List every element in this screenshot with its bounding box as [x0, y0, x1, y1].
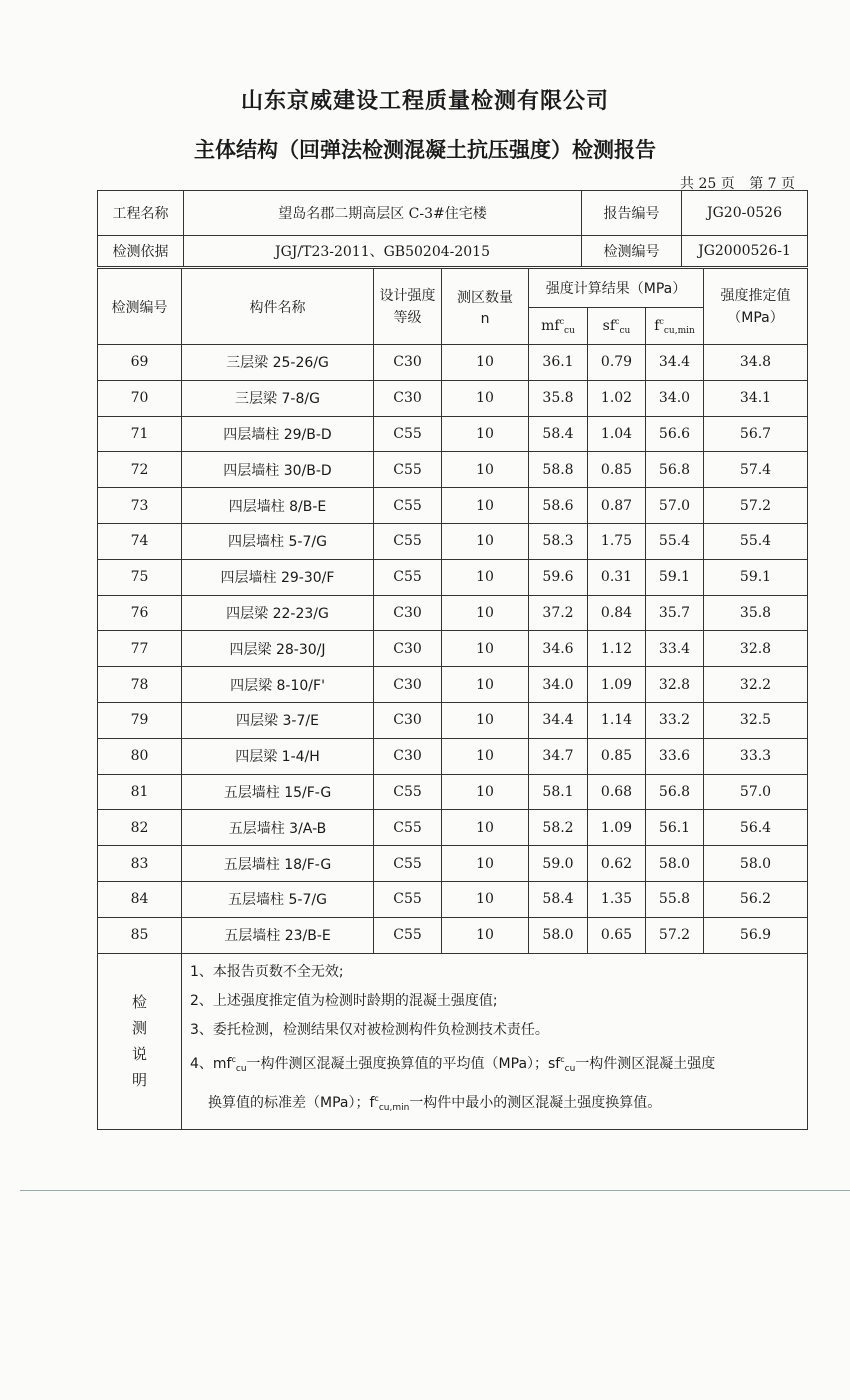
sf-symbol: sf [602, 317, 616, 334]
fmin-sup: c [659, 316, 664, 326]
row-count: 10 [442, 380, 529, 416]
row-estimate: 56.4 [704, 810, 808, 846]
row-estimate: 56.9 [704, 917, 808, 953]
row-estimate: 33.3 [704, 738, 808, 774]
table-row [98, 810, 808, 846]
table-row [98, 738, 808, 774]
table-row [98, 595, 808, 631]
row-mf: 58.0 [529, 917, 588, 953]
col-id-header: 检测编号 [98, 269, 182, 345]
sf-sup: c [615, 316, 620, 326]
table-row [98, 774, 808, 810]
note-4-sf-sup: c [560, 1054, 565, 1064]
row-grade: C30 [374, 702, 442, 738]
row-name: 四层墙柱 29/B-D [182, 416, 374, 452]
mf-sup: c [559, 316, 565, 326]
row-estimate: 56.7 [704, 416, 808, 452]
row-estimate: 56.2 [704, 881, 808, 917]
row-count: 10 [442, 595, 529, 631]
notes-label-cell [98, 953, 182, 1129]
row-grade: C30 [374, 738, 442, 774]
row-estimate: 57.2 [704, 488, 808, 524]
note-4-mf-sub: cu [235, 1063, 247, 1074]
mf-sub: cu [564, 325, 575, 336]
row-count: 10 [442, 702, 529, 738]
row-id: 82 [98, 810, 182, 846]
row-estimate: 57.0 [704, 774, 808, 810]
table-row [98, 416, 808, 452]
row-estimate: 55.4 [704, 523, 808, 559]
col-name-header: 构件名称 [182, 269, 374, 345]
row-id: 84 [98, 881, 182, 917]
row-mf: 58.4 [529, 881, 588, 917]
row-grade: C30 [374, 595, 442, 631]
row-fmin: 33.6 [646, 738, 704, 774]
row-sf: 0.85 [588, 738, 646, 774]
row-name: 三层梁 7-8/G [182, 380, 374, 416]
row-count: 10 [442, 667, 529, 703]
row-count: 10 [442, 416, 529, 452]
fmin-sub: cu,min [663, 325, 695, 336]
row-sf: 0.85 [588, 452, 646, 488]
row-count: 10 [442, 452, 529, 488]
row-name: 四层墙柱 30/B-D [182, 452, 374, 488]
table-row [98, 523, 808, 559]
row-grade: C55 [374, 774, 442, 810]
col-estimate-header: 强度推定值（MPa） [704, 269, 808, 345]
row-fmin: 33.4 [646, 631, 704, 667]
row-id: 79 [98, 702, 182, 738]
row-name: 五层墙柱 18/F-G [182, 846, 374, 882]
sf-sub: cu [619, 325, 631, 336]
row-id: 77 [98, 631, 182, 667]
table-row [98, 631, 808, 667]
note-4-mf-desc: 一构件测区混凝土强度换算值的平均值（MPa）；sf [246, 1055, 561, 1072]
report-no-label: 报告编号 [582, 191, 682, 236]
row-estimate: 32.5 [704, 702, 808, 738]
col-calc-header: 强度计算结果（MPa） [529, 269, 704, 308]
row-fmin: 56.8 [646, 774, 704, 810]
row-mf: 58.4 [529, 416, 588, 452]
row-mf: 37.2 [529, 595, 588, 631]
note-4-f-desc: 一构件中最小的测区混凝土强度换算值。 [409, 1094, 662, 1111]
report-no-value: JG20-0526 [682, 191, 808, 236]
row-estimate: 34.1 [704, 380, 808, 416]
row-fmin: 55.8 [646, 881, 704, 917]
row-estimate: 35.8 [704, 595, 808, 631]
basis-label: 检测依据 [98, 236, 184, 267]
note-3: 3、委托检测，检测结果仅对被检测构件负检测技术责任。 [190, 1021, 549, 1038]
table-row [98, 452, 808, 488]
row-grade: C55 [374, 488, 442, 524]
table-row [98, 559, 808, 595]
report-header-table [97, 190, 808, 267]
row-sf: 1.09 [588, 810, 646, 846]
row-estimate: 58.0 [704, 846, 808, 882]
row-name: 五层墙柱 3/A-B [182, 810, 374, 846]
row-grade: C55 [374, 523, 442, 559]
row-mf: 34.4 [529, 702, 588, 738]
row-id: 78 [98, 667, 182, 703]
row-id: 74 [98, 523, 182, 559]
fmin-symbol: f [654, 317, 660, 334]
row-estimate: 32.8 [704, 631, 808, 667]
row-sf: 1.04 [588, 416, 646, 452]
row-name: 四层梁 1-4/H [182, 738, 374, 774]
row-name: 四层梁 28-30/J [182, 631, 374, 667]
report-title: 主体结构（回弹法检测混凝土抗压强度）检测报告 [194, 138, 656, 162]
total-pages: 共 25 页 [680, 176, 735, 192]
row-id: 80 [98, 738, 182, 774]
row-sf: 0.31 [588, 559, 646, 595]
row-grade: C55 [374, 559, 442, 595]
row-mf: 58.8 [529, 452, 588, 488]
row-id: 71 [98, 416, 182, 452]
row-name: 三层梁 25-26/G [182, 345, 374, 381]
row-sf: 1.35 [588, 881, 646, 917]
row-name: 五层墙柱 15/F-G [182, 774, 374, 810]
row-mf: 58.3 [529, 523, 588, 559]
basis-value: JGJ/T23-2011、GB50204-2015 [184, 236, 582, 267]
row-count: 10 [442, 810, 529, 846]
row-estimate: 57.4 [704, 452, 808, 488]
row-estimate: 34.8 [704, 345, 808, 381]
row-id: 85 [98, 917, 182, 953]
row-count: 10 [442, 559, 529, 595]
row-id: 72 [98, 452, 182, 488]
row-sf: 1.02 [588, 380, 646, 416]
row-id: 81 [98, 774, 182, 810]
note-1: 1、本报告页数不全无效; [190, 963, 344, 980]
test-no-value: JG2000526-1 [682, 236, 808, 267]
row-fmin: 58.0 [646, 846, 704, 882]
current-page: 第 7 页 [749, 176, 795, 192]
row-sf: 1.12 [588, 631, 646, 667]
row-count: 10 [442, 523, 529, 559]
row-sf: 0.62 [588, 846, 646, 882]
row-sf: 0.84 [588, 595, 646, 631]
row-sf: 0.65 [588, 917, 646, 953]
results-table [97, 268, 808, 1130]
table-row [98, 881, 808, 917]
col-count-label: 测区数量 [457, 289, 513, 306]
row-id: 69 [98, 345, 182, 381]
row-mf: 59.6 [529, 559, 588, 595]
row-name: 五层墙柱 23/B-E [182, 917, 374, 953]
row-sf: 1.75 [588, 523, 646, 559]
row-name: 四层梁 22-23/G [182, 595, 374, 631]
mf-symbol: mf [541, 317, 560, 334]
row-fmin: 33.2 [646, 702, 704, 738]
row-name: 四层梁 8-10/F' [182, 667, 374, 703]
row-name: 四层墙柱 29-30/F [182, 559, 374, 595]
row-fmin: 35.7 [646, 595, 704, 631]
row-name: 四层梁 3-7/E [182, 702, 374, 738]
company-name: 山东京威建设工程质量检测有限公司 [240, 89, 609, 114]
table-row [98, 917, 808, 953]
row-fmin: 55.4 [646, 523, 704, 559]
row-count: 10 [442, 774, 529, 810]
row-sf: 0.68 [588, 774, 646, 810]
row-count: 10 [442, 488, 529, 524]
note-4-f-sub: cu,min [378, 1102, 410, 1113]
col-count-sub: n [480, 310, 490, 327]
col-sf-header [588, 308, 646, 345]
col-grade-header: 设计强度等级 [374, 269, 442, 345]
row-fmin: 59.1 [646, 559, 704, 595]
col-count-header [442, 269, 529, 345]
row-mf: 58.6 [529, 488, 588, 524]
row-fmin: 57.0 [646, 488, 704, 524]
row-fmin: 57.2 [646, 917, 704, 953]
table-row [98, 702, 808, 738]
col-mf-header [529, 308, 588, 345]
note-4-mf: 4、mf [190, 1055, 232, 1072]
row-count: 10 [442, 881, 529, 917]
note-4-f: 换算值的标准差（MPa）；f [208, 1094, 375, 1111]
table-row [98, 345, 808, 381]
row-grade: C30 [374, 345, 442, 381]
row-sf: 0.87 [588, 488, 646, 524]
row-mf: 35.8 [529, 380, 588, 416]
row-grade: C55 [374, 881, 442, 917]
row-id: 83 [98, 846, 182, 882]
note-4 [190, 1045, 801, 1084]
row-mf: 58.1 [529, 774, 588, 810]
notes-cell [182, 953, 808, 1129]
row-fmin: 56.6 [646, 416, 704, 452]
notes-label: 检 测 说 明 [131, 993, 147, 1090]
note-4-mf-sup: c [231, 1054, 236, 1064]
row-count: 10 [442, 846, 529, 882]
row-id: 75 [98, 559, 182, 595]
row-grade: C55 [374, 846, 442, 882]
row-name: 四层墙柱 5-7/G [182, 523, 374, 559]
row-mf: 34.0 [529, 667, 588, 703]
table-row [98, 380, 808, 416]
row-estimate: 59.1 [704, 559, 808, 595]
row-count: 10 [442, 917, 529, 953]
row-mf: 58.2 [529, 810, 588, 846]
row-grade: C30 [374, 380, 442, 416]
row-fmin: 56.8 [646, 452, 704, 488]
row-grade: C55 [374, 416, 442, 452]
row-grade: C55 [374, 810, 442, 846]
note-4-f-sup: c [374, 1093, 379, 1103]
row-sf: 0.79 [588, 345, 646, 381]
row-fmin: 32.8 [646, 667, 704, 703]
row-grade: C30 [374, 631, 442, 667]
row-id: 70 [98, 380, 182, 416]
project-value: 望岛名郡二期高层区 C-3#住宅楼 [184, 191, 582, 236]
row-grade: C30 [374, 667, 442, 703]
project-label: 工程名称 [98, 191, 184, 236]
row-fmin: 34.4 [646, 345, 704, 381]
row-count: 10 [442, 345, 529, 381]
test-no-label: 检测编号 [582, 236, 682, 267]
row-id: 73 [98, 488, 182, 524]
bottom-rule [20, 1190, 850, 1191]
row-sf: 1.09 [588, 667, 646, 703]
note-4-sf-sub: cu [564, 1063, 576, 1074]
table-row [98, 488, 808, 524]
row-id: 76 [98, 595, 182, 631]
note-4-cont [190, 1084, 801, 1123]
row-count: 10 [442, 738, 529, 774]
row-mf: 34.6 [529, 631, 588, 667]
row-grade: C55 [374, 452, 442, 488]
row-mf: 36.1 [529, 345, 588, 381]
row-sf: 1.14 [588, 702, 646, 738]
row-fmin: 34.0 [646, 380, 704, 416]
table-row [98, 846, 808, 882]
row-mf: 59.0 [529, 846, 588, 882]
row-estimate: 32.2 [704, 667, 808, 703]
note-2: 2、上述强度推定值为检测时龄期的混凝土强度值; [190, 992, 498, 1009]
results-rows [98, 345, 808, 954]
note-4-sf-desc: 一构件测区混凝土强度 [575, 1055, 716, 1072]
row-name: 四层墙柱 8/B-E [182, 488, 374, 524]
row-name: 五层墙柱 5-7/G [182, 881, 374, 917]
row-mf: 34.7 [529, 738, 588, 774]
col-fmin-header [646, 308, 704, 345]
row-fmin: 56.1 [646, 810, 704, 846]
row-grade: C55 [374, 917, 442, 953]
row-count: 10 [442, 631, 529, 667]
table-row [98, 667, 808, 703]
